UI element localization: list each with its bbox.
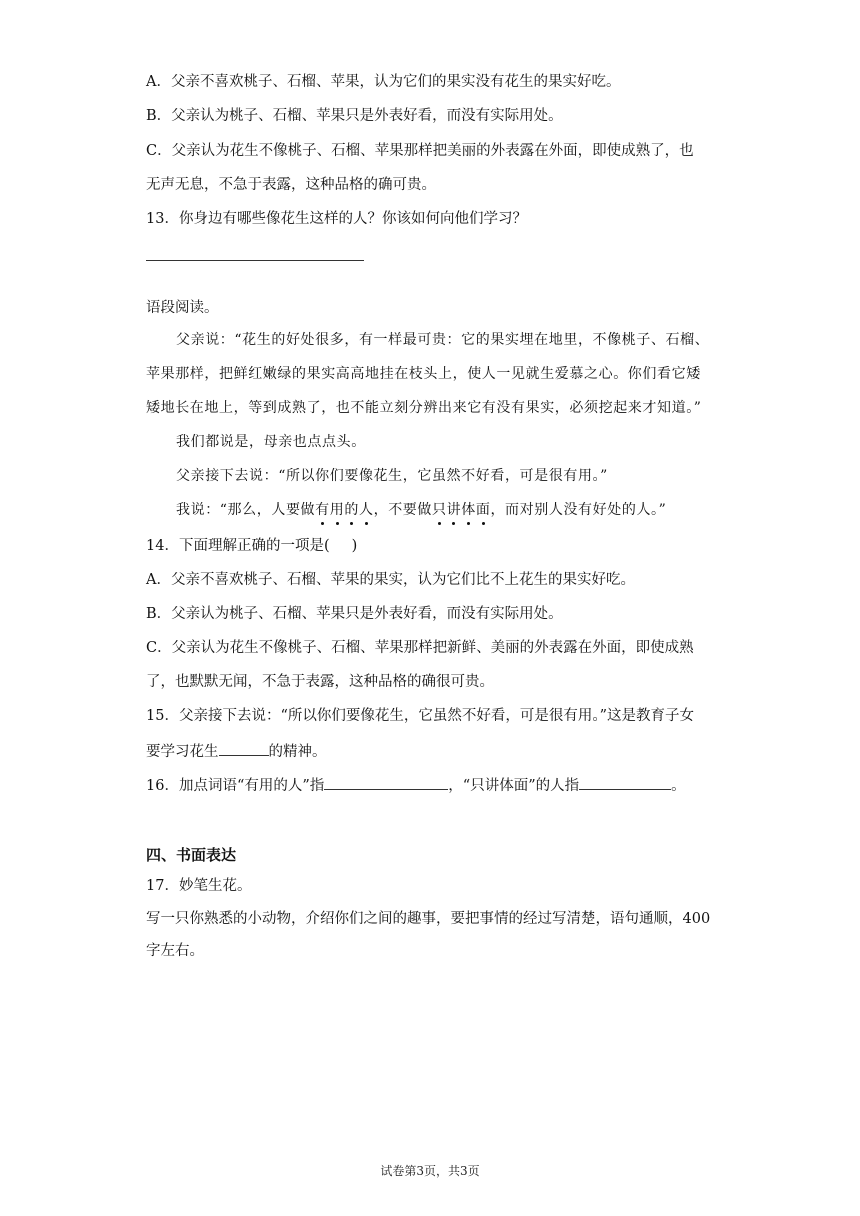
option-14a: A．父亲不喜欢桃子、石榴、苹果的果实，认为它们比不上花生的果实好吃。: [146, 572, 635, 588]
dotted-char: 的: [344, 502, 359, 518]
dotted-char: 讲: [446, 502, 462, 518]
answer-line-13[interactable]: [146, 260, 364, 261]
passage-p2: 我们都说是，母亲也点点头。: [176, 434, 366, 450]
passage-p1-line1: 父亲说：“花生的好处很多，有一样最可贵：它的果实埋在地里，不像桃子、石榴、: [176, 332, 710, 348]
question-16: [146, 774, 686, 796]
passage-p3: 父亲接下去说：“所以你们要像花生，它虽然不好看，可是很有用。”: [176, 468, 608, 484]
question-15-line1: 15．父亲接下去说：“所以你们要像花生，它虽然不好看，可是很有用。”这是教育子女: [146, 708, 695, 724]
option-14c-line2: 了，也默默无闻，不急于表露，这种品格的确很可贵。: [146, 674, 494, 690]
passage-p4-pre: 我说：“那么，人要做: [176, 502, 316, 518]
section-label: 语段阅读。: [146, 300, 219, 316]
dotted-char: 体: [461, 502, 476, 518]
question-15-line2: [146, 740, 327, 762]
dotted-phrase-useful-person: [315, 502, 373, 518]
option-12a: A．父亲不喜欢桃子、石榴、苹果，认为它们的果实没有花生的果实好吃。: [146, 74, 621, 90]
writing-prompt-line2: 字左右。: [146, 943, 204, 959]
dotted-char: 只: [432, 502, 447, 518]
question-17: 17．妙笔生花。: [146, 878, 252, 894]
q16-mid: ，“只讲体面”的人指: [448, 778, 580, 794]
option-14c-line1: C．父亲认为花生不像桃子、石榴、苹果那样把新鲜、美丽的外表露在外面，即使成熟: [146, 640, 694, 656]
q15-pre: 要学习花生: [146, 744, 219, 760]
passage-p4-mid: ，不要做: [373, 502, 433, 518]
q14-stem-close: ): [351, 538, 358, 554]
option-12c-line1: C．父亲认为花生不像桃子、石榴、苹果那样把美丽的外表露在外面，即使成熟了，也: [146, 143, 694, 159]
q16-answer-blank-2[interactable]: [579, 774, 671, 790]
option-12c-line2: 无声无息，不急于表露，这种品格的确可贵。: [146, 177, 436, 193]
passage-p4-post: ，而对别人没有好处的人。”: [490, 502, 667, 518]
option-14b: B．父亲认为桃子、石榴、苹果只是外表好看，而没有实际用处。: [146, 606, 563, 622]
passage-p1-line3: 矮地长在地上，等到成熟了，也不能立刻分辨出来它有没有果实，必须挖起来才知道。”: [146, 400, 702, 416]
q15-post: 的精神。: [268, 744, 327, 760]
passage-p1-line2: 苹果那样，把鲜红嫩绿的果实高高地挂在枝头上，使人一见就生爱慕之心。你们看它矮: [146, 366, 701, 382]
section-4-heading: 四、书面表达: [146, 846, 237, 864]
dotted-char: 用: [329, 502, 345, 518]
dotted-phrase-appearance: [432, 502, 490, 518]
dotted-char: 面: [475, 502, 491, 518]
q16-post: 。: [671, 778, 686, 794]
question-13: 13．你身边有哪些像花生这样的人？你该如何向他们学习？: [146, 211, 527, 227]
dotted-char: 有: [315, 502, 330, 518]
question-14: [146, 536, 357, 556]
writing-prompt-line1: 写一只你熟悉的小动物，介绍你们之间的趣事，要把事情的经过写清楚，语句通顺，400: [146, 911, 711, 927]
q14-stem: 14．下面理解正确的一项是(: [146, 538, 330, 554]
q15-answer-blank[interactable]: [219, 740, 269, 756]
q16-pre: 16．加点词语“有用的人”指: [146, 778, 325, 794]
passage-p4: [176, 500, 666, 520]
option-12b: B．父亲认为桃子、石榴、苹果只是外表好看，而没有实际用处。: [146, 108, 563, 124]
dotted-char: 人: [359, 502, 374, 518]
page-footer: 试卷第3页，共3页: [380, 1164, 480, 1178]
q16-answer-blank-1[interactable]: [324, 774, 448, 790]
